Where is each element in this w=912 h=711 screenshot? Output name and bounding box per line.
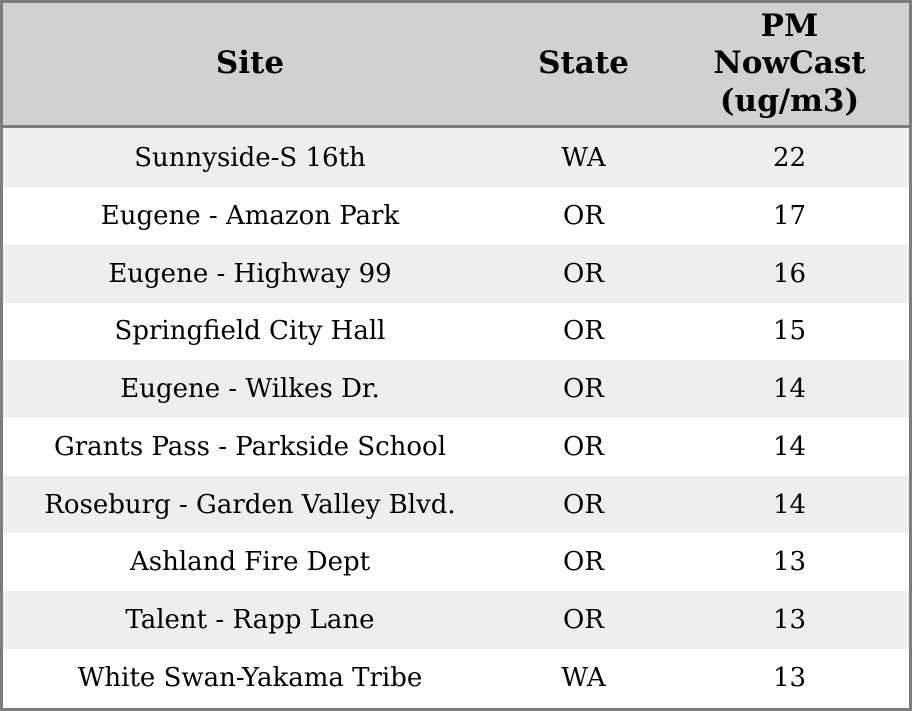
cell-state: OR bbox=[563, 431, 604, 462]
table-row bbox=[2, 127, 911, 188]
table-row bbox=[2, 418, 911, 476]
cell-pm-nowcast: 14 bbox=[772, 489, 807, 520]
cell-site: Ashland Fire Dept bbox=[129, 547, 371, 578]
cell-state: WA bbox=[561, 663, 606, 694]
cell-site: Eugene - Highway 99 bbox=[108, 258, 392, 289]
cell-state: WA bbox=[561, 142, 606, 173]
cell-site: Talent - Rapp Lane bbox=[125, 604, 375, 635]
table-row bbox=[2, 187, 911, 245]
header-row bbox=[2, 2, 911, 127]
cell-pm-nowcast: 17 bbox=[772, 200, 807, 231]
table-row bbox=[2, 360, 911, 418]
cell-state: OR bbox=[563, 374, 604, 405]
cell-state: OR bbox=[563, 316, 604, 347]
cell-pm-nowcast: 16 bbox=[772, 258, 807, 289]
cell-site: Springfield City Hall bbox=[114, 316, 386, 347]
cell-site: White Swan-Yakama Tribe bbox=[77, 663, 423, 694]
table-row bbox=[2, 476, 911, 534]
table-header bbox=[2, 2, 911, 127]
column-header-pm-nowcast-label: PM NowCast (ug/m3) bbox=[713, 8, 866, 119]
cell-site: Sunnyside-S 16th bbox=[134, 142, 366, 173]
table-row bbox=[2, 245, 911, 303]
cell-site: Eugene - Wilkes Dr. bbox=[120, 374, 380, 405]
table-row bbox=[2, 591, 911, 649]
cell-pm-nowcast: 14 bbox=[772, 431, 807, 462]
table-body bbox=[2, 127, 911, 710]
cell-pm-nowcast: 15 bbox=[772, 316, 807, 347]
table-row bbox=[2, 649, 911, 710]
cell-state: OR bbox=[563, 258, 604, 289]
cell-site: Eugene - Amazon Park bbox=[100, 200, 400, 231]
cell-pm-nowcast: 13 bbox=[772, 604, 807, 635]
column-header-site: Site bbox=[2, 2, 498, 127]
cell-state: OR bbox=[563, 604, 604, 635]
cell-site: Roseburg - Garden Valley Blvd. bbox=[44, 489, 456, 520]
column-header-pm-nowcast bbox=[670, 2, 911, 127]
cell-pm-nowcast: 14 bbox=[772, 374, 807, 405]
cell-pm-nowcast: 22 bbox=[772, 142, 807, 173]
cell-state: OR bbox=[563, 547, 604, 578]
cell-pm-nowcast: 13 bbox=[772, 663, 807, 694]
table-row bbox=[2, 303, 911, 361]
table-row bbox=[2, 533, 911, 591]
cell-pm-nowcast: 13 bbox=[772, 547, 807, 578]
column-header-state: State bbox=[497, 2, 670, 127]
cell-state: OR bbox=[563, 200, 604, 231]
cell-state: OR bbox=[563, 489, 604, 520]
cell-site: Grants Pass - Parkside School bbox=[53, 431, 447, 462]
